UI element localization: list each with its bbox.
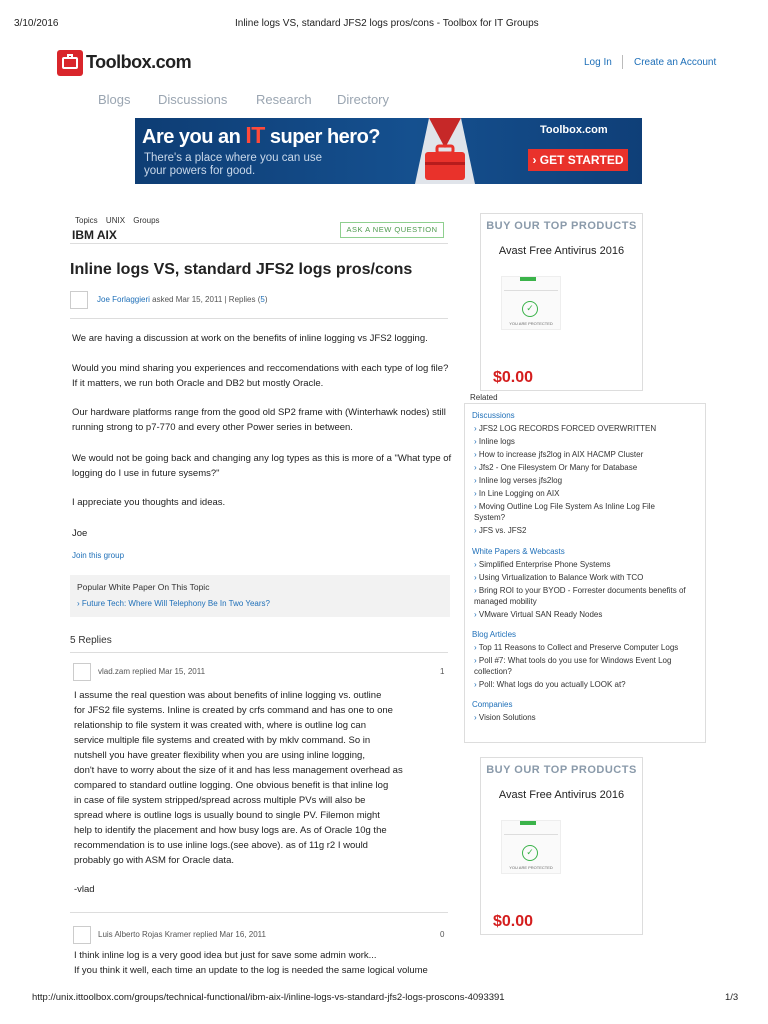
reply-line: help to identify the placement and how busy logs are. As of Oracle 10g the <box>74 825 387 836</box>
reply-line: probably go with ASM for Oracle data. <box>74 855 234 866</box>
nav-research[interactable]: Research <box>256 92 312 107</box>
reply-body <box>74 948 454 978</box>
nav-directory[interactable]: Directory <box>337 92 390 107</box>
avatar[interactable] <box>73 926 91 944</box>
related-item[interactable]: › Poll #7: What tools do you use for Windows Event Log collection? <box>474 655 689 677</box>
related-item[interactable]: › How to increase jfs2log in AIX HACMP Cluster <box>474 449 700 460</box>
get-started-button[interactable]: › GET STARTED <box>528 149 628 171</box>
related-heading-blog[interactable]: Blog Articles <box>472 630 517 639</box>
related-item[interactable]: › JFS vs. JFS2 <box>474 525 700 536</box>
replies-header: 5 Replies <box>70 635 112 646</box>
divider <box>70 318 448 319</box>
related-list <box>474 712 700 723</box>
divider <box>622 55 623 69</box>
related-item[interactable]: › In Line Logging on AIX <box>474 488 700 499</box>
reply-line: compared to standard outline logging. One obvious benefit is that inline log <box>74 780 389 791</box>
related-item[interactable]: › Vision Solutions <box>474 712 700 723</box>
reply-number: 0 <box>440 930 445 939</box>
reply-line: nutshell you have greater flexibility when you are using inline logging, <box>74 750 365 761</box>
question-paragraph: Our hardware platforms range from the good old SP2 frame with (Winterhawk nodes) still running strong to p7-770 and every other Power series in between. <box>72 407 446 433</box>
banner-brand: Toolbox.com <box>540 124 608 136</box>
reply-line: service multiple file systems and created with by mklv command. So in <box>74 735 371 746</box>
breadcrumb-groups[interactable]: Groups <box>133 216 160 225</box>
author-link[interactable]: Joe Forlaggieri <box>97 295 150 304</box>
product-price: $0.00 <box>493 913 534 930</box>
popular-link[interactable]: › Future Tech: Where Will Telephony Be In Two Years? <box>77 599 270 608</box>
group-title[interactable]: IBM AIX <box>72 228 117 242</box>
reply-line: don't have to worry about the size of it and has less management overhead as <box>74 765 403 776</box>
products-heading: BUY OUR TOP PRODUCTS <box>486 220 637 232</box>
product-ad[interactable] <box>480 757 643 935</box>
popular-white-paper <box>70 575 450 617</box>
breadcrumb-topics[interactable]: Topics <box>75 216 98 225</box>
question-paragraph: I appreciate you thoughts and ideas. <box>72 497 226 508</box>
breadcrumb <box>75 216 160 225</box>
nav-blogs[interactable]: Blogs <box>98 92 131 107</box>
question-signature: Joe <box>72 528 88 539</box>
reply-body <box>74 688 444 868</box>
related-item[interactable]: › Inline log verses jfs2log <box>474 475 700 486</box>
reply-number: 1 <box>440 667 445 676</box>
superhero-icon <box>395 118 495 184</box>
related-item[interactable]: › Poll: What logs do you actually LOOK at? <box>474 679 700 690</box>
print-page-title: Inline logs VS, standard JFS2 logs pros/cons - Toolbox for IT Groups <box>235 18 539 29</box>
related-heading-discussions[interactable]: Discussions <box>472 411 515 420</box>
related-list <box>474 559 702 620</box>
question-meta: Joe Forlaggieri asked Mar 15, 2011 | Replies (5) <box>97 295 268 304</box>
related-list <box>474 423 700 536</box>
related-label: Related <box>470 393 498 402</box>
check-icon: ✓ <box>522 845 538 861</box>
related-list <box>474 642 700 690</box>
product-name[interactable]: Avast Free Antivirus 2016 <box>498 789 625 801</box>
related-item[interactable]: › Bring ROI to your BYOD - Forrester documents benefits of managed mobility <box>474 585 702 607</box>
print-page-number: 1/3 <box>725 992 739 1003</box>
product-screenshot <box>501 276 561 330</box>
replies-count-link[interactable]: 5 <box>260 295 265 304</box>
related-item[interactable]: › JFS2 LOG RECORDS FORCED OVERWRITTEN <box>474 423 700 434</box>
divider <box>70 912 448 913</box>
question-paragraph: Would you mind sharing you experiences and reccomendations with each type of log file? If it matters, we run both Oracle and DB2 but mostly Oracle. <box>72 363 449 389</box>
login-link[interactable]: Log In <box>584 57 612 68</box>
reply-meta: vlad.zam replied Mar 15, 2011 <box>98 667 206 676</box>
reply-line: relationship to file system it was created with, where is outline log can <box>74 720 366 731</box>
question-paragraph: We would not be going back and changing any log types as this is more of a "What type of logging do I use in future sysems?" <box>72 453 452 479</box>
related-heading-companies[interactable]: Companies <box>472 700 513 709</box>
reply-line: If you think it well, each time an update to the log is needed the same logical volume <box>74 965 428 976</box>
product-caption: YOU ARE PROTECTED <box>509 321 553 326</box>
reply-meta: Luis Alberto Rojas Kramer replied Mar 16, 2011 <box>98 930 266 939</box>
reply-line: spread where is outline logs is usually bound to single PV. Filemon might <box>74 810 380 821</box>
divider <box>70 652 448 653</box>
avatar[interactable] <box>73 663 91 681</box>
banner-headline: Are you an IT super hero? <box>142 122 381 148</box>
logo-text[interactable]: Toolbox.com <box>86 52 192 72</box>
banner-subtext: There's a place where you can use your powers for good. <box>144 152 322 177</box>
print-url: http://unix.ittoolbox.com/groups/technical-functional/ibm-aix-l/inline-logs-vs-standard-jfs2-logs-proscons-4093391 <box>32 992 505 1003</box>
products-heading: BUY OUR TOP PRODUCTS <box>486 764 637 776</box>
related-item[interactable]: › Using Virtualization to Balance Work with TCO <box>474 572 702 583</box>
ad-banner[interactable] <box>135 118 642 184</box>
toolbox-logo-icon[interactable] <box>57 50 83 76</box>
reply-line: for JFS2 file systems. Inline is created by crfs command and has one to one <box>74 705 393 716</box>
related-heading-white-papers[interactable]: White Papers & Webcasts <box>472 547 565 556</box>
product-screenshot <box>501 820 561 874</box>
popular-title: Popular White Paper On This Topic <box>77 582 210 592</box>
question-paragraph: We are having a discussion at work on the benefits of inline logging vs JFS2 logging. <box>72 333 428 344</box>
reply-line: I think inline log is a very good idea but just for save some admin work... <box>74 950 377 961</box>
related-item[interactable]: › Moving Outline Log File System As Inline Log File System? <box>474 501 684 523</box>
product-name[interactable]: Avast Free Antivirus 2016 <box>498 245 625 257</box>
join-group-link[interactable]: Join this group <box>72 551 125 560</box>
related-item[interactable]: › VMware Virtual SAN Ready Nodes <box>474 609 702 620</box>
reply-line: I assume the real question was about benefits of inline logging vs. outline <box>74 690 382 701</box>
reply-line: recommendation is to use inline logs.(see above). as of 11g r2 I would <box>74 840 368 851</box>
product-ad[interactable] <box>480 213 643 391</box>
product-caption: YOU ARE PROTECTED <box>509 865 553 870</box>
ask-question-button[interactable]: ASK A NEW QUESTION <box>340 222 444 238</box>
product-price: $0.00 <box>493 369 534 386</box>
reply-line: in case of file system stripped/spread across multiple PVs will also be <box>74 795 366 806</box>
print-date: 3/10/2016 <box>14 18 59 29</box>
create-account-link[interactable]: Create an Account <box>634 57 717 68</box>
related-item[interactable]: › Jfs2 - One Filesystem Or Many for Database <box>474 462 700 473</box>
nav-discussions[interactable]: Discussions <box>158 92 228 107</box>
breadcrumb-unix[interactable]: UNIX <box>105 216 126 225</box>
check-icon: ✓ <box>522 301 538 317</box>
question-title: Inline logs VS, standard JFS2 logs pros/cons <box>70 261 413 278</box>
related-item[interactable]: › Top 11 Reasons to Collect and Preserve Computer Logs <box>474 642 700 653</box>
related-item[interactable]: › Simplified Enterprise Phone Systems <box>474 559 702 570</box>
related-item[interactable]: › Inline logs <box>474 436 700 447</box>
divider <box>70 243 448 244</box>
reply-signature: -vlad <box>74 884 95 895</box>
avatar[interactable] <box>70 291 88 309</box>
